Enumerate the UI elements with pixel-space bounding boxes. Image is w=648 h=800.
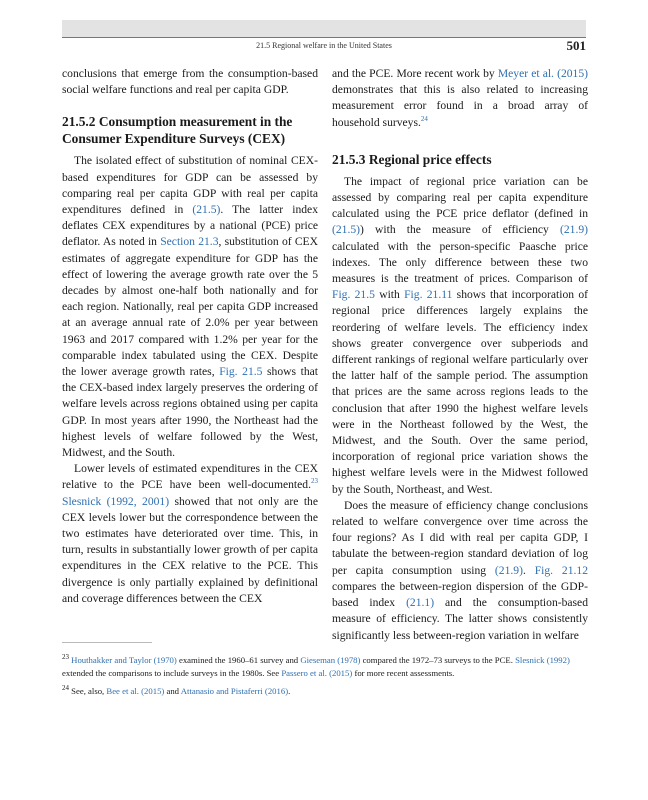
equation-link[interactable]: (21.9) xyxy=(494,563,523,577)
left-column xyxy=(62,66,318,607)
footnote-24: $^{24}$ See, also, Bee et al. (2015) and Attanasio and Pistaferri (2016). xyxy=(62,684,291,696)
footnote-number: 23 xyxy=(62,653,69,662)
citation-link[interactable]: Meyer et al. (2015) xyxy=(497,67,588,80)
paragraph: The impact of regional price variation can be assessed by comparing real per capita expenditure calculated using the PCE price deflator (defined in (21.5)) with the measure of efficiency (21.9) calculated with the person-specific Paasche price indexes. The only difference between these two measures is the treatment of prices. Comparison of Fig. 21.5 with Fig. 21.11 shows that incorporation of regional price differences largely explains the reordering of welfare levels. The efficiency index shows greater convergence over subperiods and different rankings of regional welfare particularly over the latter half of the sample period. The assumption that prices are the same across regions leads to the conclusion that after 1990 the highest welfare levels were in the Northeast followed by the West, the Midwest, and the South. Over the same period, incorporation of regional price variation shows the highest welfare levels were in the Midwest followed by the South, Northeast, and West. xyxy=(332,174,588,496)
footnote-rule xyxy=(62,642,152,643)
footnote-marker[interactable]: 24 xyxy=(420,114,428,123)
equation-link[interactable]: (21.5) xyxy=(192,203,221,217)
section-link[interactable]: Section 21.3 xyxy=(160,235,219,249)
right-column xyxy=(332,66,588,644)
citation-link[interactable]: Gieseman (1978) xyxy=(300,655,361,665)
page-number: 501 xyxy=(566,38,586,53)
equation-link[interactable]: (21.5) xyxy=(332,223,361,237)
citation-link[interactable]: Slesnick (1992, 2001) xyxy=(62,494,170,508)
citation-link[interactable]: Bee et al. (2015) xyxy=(106,686,165,696)
footnote-23: $^{23}$ Houthakker and Taylor (1970) examined the 1960–61 survey and Gieseman (1978) compared the 1972–73 surveys to the PCE. Slesnick (1992) extended the comparisons to include surveys in the 1980s. See Passero et al. (2015) for more recent assessments. xyxy=(62,653,570,678)
citation-link[interactable]: Passero et al. (2015) xyxy=(281,668,353,678)
paragraph: conclusions that emerge from the consumption-based social welfare functions and real per capita GDP. xyxy=(62,67,318,97)
header-bar xyxy=(62,20,586,37)
paragraph: Lower levels of estimated expenditures in the CEX relative to the PCE have been well-documented.$^{23}$ Slesnick (1992, 2001) showed that not only are the CEX levels lower but the correspondence between the two estimates have deteriorated over time. This, in turn, results in substantially lower growth of per capita expenditures in the CEX relative to the PCE. This divergence is only partially explained by definitional and coverage differences between the CEX xyxy=(62,462,318,605)
citation-link[interactable]: Slesnick (1992) xyxy=(515,655,570,665)
paragraph: and the PCE. More recent work by Meyer et al. (2015) demonstrates that this is also related to increasing measurement error found in a broad array of household surveys.$^{24}$ xyxy=(332,67,588,129)
figure-link[interactable]: Fig. 21.11 xyxy=(404,288,453,302)
figure-link[interactable]: Fig. 21.5 xyxy=(219,365,263,379)
figure-link[interactable]: Fig. 21.12 xyxy=(534,563,588,577)
footnote-marker[interactable]: 23 xyxy=(311,477,318,486)
equation-link[interactable]: (21.1) xyxy=(406,596,435,610)
equation-link[interactable]: (21.9) xyxy=(559,223,588,237)
header-rule xyxy=(62,37,586,38)
paragraph: Does the measure of efficiency change conclusions related to welfare convergence over time across the four regions? As I did with real per capita GDP, I tabulate the between-region standard deviation of log per capita consumption using (21.9). Fig. 21.12 compares the between-region dispersion of the GDP-based index (21.1) and the consumption-based measure of efficiency. The latter shows consistently significantly less between-region variation in welfare xyxy=(332,498,588,642)
section-heading-21-5-2: 21.5.2 Consumption measurement in the Consumer Expenditure Surveys (CEX) xyxy=(62,114,293,147)
section-heading-21-5-3: 21.5.3 Regional price effects xyxy=(332,151,492,167)
paragraph: The isolated effect of substitution of nominal CEX-based expenditures for GDP can be assessed by comparing real per capita GDP with real per capita expenditures defined in (21.5). The latter index deflates CEX expenditures by a national (PCE) price deflator. As noted in Section 21.3, substitution of CEX estimates of aggregate expenditure for GDP has the effect of lowering the average growth rate over the 5 decades by almost one-half both nationally and for each region. Nationally, real per capita GDP increased at an average annual rate of 2.0% per year between 1963 and 2017 compared with 1.2% per year for the comparable index tabulated using the CEX. Despite the lower average growth rates, Fig. 21.5 shows that the CEX-based index largely preserves the ordering of welfare levels across regions obtained using per capita GDP. In most years after 1990, the Northeast had the highest levels of welfare followed by the West, Midwest, and the South. xyxy=(62,154,319,460)
running-title: 21.5 Regional welfare in the United States xyxy=(256,41,392,50)
footnotes xyxy=(62,654,586,703)
citation-link[interactable]: Attanasio and Pistaferri (2016) xyxy=(180,686,289,696)
footnote-number: 24 xyxy=(62,684,69,693)
figure-link[interactable]: Fig. 21.5 xyxy=(332,288,375,302)
citation-link[interactable]: Houthakker and Taylor (1970) xyxy=(71,655,177,665)
